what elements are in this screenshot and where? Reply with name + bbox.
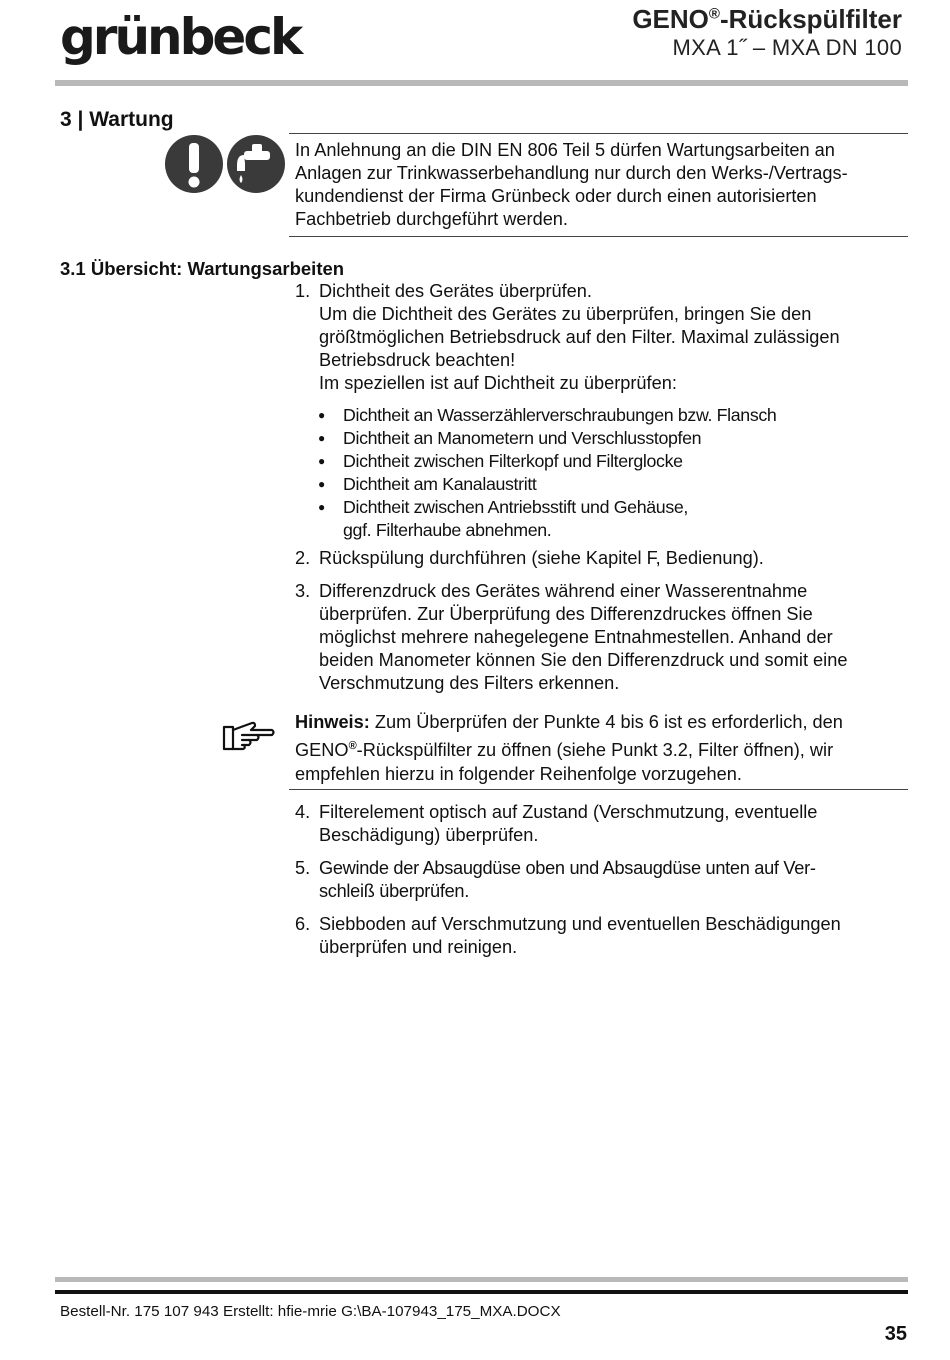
subsection-heading: 3.1 Übersicht: Wartungsarbeiten [60,258,345,279]
document-subtitle: MXA 1˝ – MXA DN 100 [672,35,902,60]
svg-text:grünbeck: grünbeck [60,8,301,66]
note-hinweis: Hinweis: Zum Überprüfen der Punkte 4 bis 6 ist es erforderlich, den GENO®-Rückspülfilter zu öffnen (siehe Punkt 3.2, Filter öffnen), wir empfehlen hierzu in folgender Reihenfolge vorzugehen. [295,712,843,785]
step-6: 6. Siebboden auf Verschmutzung und eventuellen Beschädigungen überprüfen und reinigen. [295,914,841,957]
intro-box-bottom-rule [289,236,908,237]
step-4: 4. Filterelement optisch auf Zustand (Verschmutzung, eventuelle Beschädigung) überprüfen. [295,802,818,845]
list-item: ● Dichtheit am Kanalaustritt [318,474,537,494]
pointing-hand-icon [222,718,276,756]
section-heading: 3 | Wartung [60,108,174,131]
warning-icons [165,133,287,195]
page-number: 35 [884,1323,907,1345]
footer-order-info: Bestell-Nr. 175 107 943 Erstellt: hfie-mrie G:\BA-107943_175_MXA.DOCX [60,1303,561,1320]
list-item: ● Dichtheit an Wasserzählerverschraubungen bzw. Flansch [318,405,777,425]
intro-text: In Anlehnung an die DIN EN 806 Teil 5 dürfen Wartungsarbeiten an Anlagen zur Trinkwasserbehandlung nur durch den Werks-/Vertrags- kundendienst der Firma Grünbeck oder durch einen autorisierten Fachbetrieb durchgeführt werden. [295,140,848,229]
document-title: GENO®-Rückspülfilter [632,4,902,34]
footer-divider-grey [55,1277,908,1282]
header-divider [55,80,908,86]
footer-divider-black [55,1290,908,1294]
gruenbeck-logo [58,6,301,70]
list-item: ● Dichtheit zwischen Antriebsstift und Gehäuse, ggf. Filterhaube abnehmen. [318,497,689,540]
step-1: 1. Dichtheit des Gerätes überprüfen. Um die Dichtheit des Gerätes zu überprüfen, bringen Sie den größtmöglichen Betriebsdruck auf den Filter. Maximal zulässigen Betriebsdruck beachten! Im speziellen ist auf Dichtheit zu überprüfen: [295,281,840,393]
step-5: 5. Gewinde der Absaugdüse oben und Absaugdüse unten auf Ver- schleiß überprüfen. [295,858,816,901]
note-bottom-rule [289,789,908,790]
exclamation-icon [165,135,223,193]
step-3: 3. Differenzdruck des Gerätes während einer Wasserentnahme überprüfen. Zur Überprüfung des Differenzdruckes öffnen Sie möglichst mehrere nahegelegene Entnahmestellen. Anhand der beiden Manometer können Sie den Differenzdruck und somit eine Verschmutzung des Filters erkennen. [295,581,848,693]
list-item: ● Dichtheit zwischen Filterkopf und Filterglocke [318,451,683,471]
water-tap-icon [227,135,285,193]
list-item: ● Dichtheit an Manometern und Verschlusstopfen [318,428,702,448]
intro-box-top-rule [289,133,908,134]
step-2: 2. Rückspülung durchführen (siehe Kapitel F, Bedienung). [295,548,764,568]
